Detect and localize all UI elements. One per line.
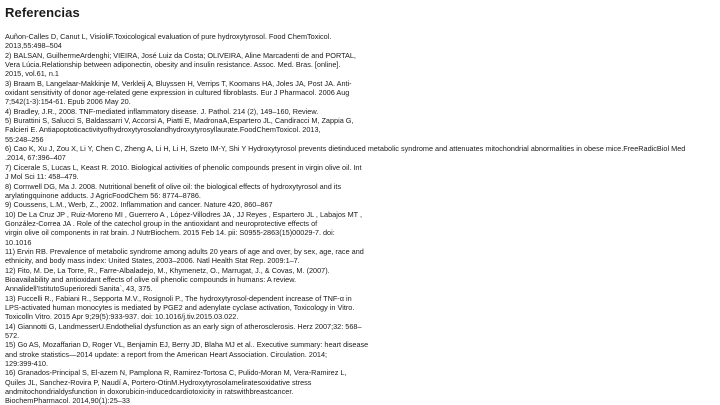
reference-line: BiochemPharmacol. 2014,90(1):25–33 <box>5 396 130 405</box>
reference-line: 55:248–256 <box>5 134 44 144</box>
reference-line: arylatingquinone adducts. J AgricFoodChem 56: 8774–8786. <box>5 190 201 200</box>
reference-line: Quiles JL, Sanchez-Rovira P, Naudí A, Portero-OtinM.Hydroxytyrosolameliratesoxidative stress <box>5 377 312 387</box>
reference-line: 14) Giannotti G, LandmesserU.Endothelial dysfunction as an early sign of atherosclerosis. Herz 2007;32: 568– <box>5 321 362 331</box>
reference-line: 9) Coussens, L.M., Werb, Z., 2002. Inflammation and cancer. Nature 420, 860–867 <box>5 200 273 210</box>
reference-line: 12) Fito, M. De, La Torre, R., Farre-Albaladejo, M., Khymenetz, O., Marrugat, J., & Covas, M. (2007). <box>5 265 330 275</box>
reference-line: Bioavailability and antioxidant effects of olive oil phenolic compounds in humans: A review. <box>5 274 297 284</box>
reference-line: 6) Cao K, Xu J, Zou X, Li Y, Chen C, Zheng A, Li H, Li H, Szeto IM-Y, Shi Y Hydroxytyrosol prevents dietinduced metabolic syndrome and attenuates mitochondrial abnormalities in obese mice.FreeRadicBiol Med <box>5 144 686 154</box>
reference-line: 129:399-410. <box>5 359 49 369</box>
reference-line: 10.1016 <box>5 237 32 247</box>
reference-line: 2013,55:498–504 <box>5 41 62 51</box>
reference-line: 5) Burattini S, Salucci S, Baldassarri V, Accorsi A, Piatti E, MadronaA,Espartero JL, Candiracci M, Zappia G, <box>5 116 354 126</box>
reference-line: .2014, 67:396–407 <box>5 153 66 163</box>
reference-line: González-Correa JA . Role of the catechol group in the antioxidant and neuroprotective effects of <box>5 218 318 228</box>
reference-line: andmitochondrialdysfunction in doxorubicin-inducedcardiotoxicity in ratswithbreastcancer. <box>5 387 294 397</box>
reference-line: virgin olive oil components in rat brain. J NutrBiochem. 2015 Feb 14. pii: S0955-2863(15)00029-7. doi: <box>5 228 335 238</box>
reference-line: Annalidell'IstitutoSuperioredi Sanita`, 43, 375. <box>5 284 153 294</box>
reference-line: oxidant sensitivity of donor age-related gene expression in cultured fibroblasts. Eur J Pharmacol. 2006 Aug <box>5 88 350 98</box>
reference-line: and stroke statistics—2014 update: a report from the American Heart Association. Circulation. 2014; <box>5 349 328 359</box>
reference-line: 11) Ervin RB. Prevalence of metabolic syndrome among adults 20 years of age and over, by sex, age, race and <box>5 246 364 256</box>
reference-line: Auñon-Calles D, Canut L, VisioliF.Toxicological evaluation of pure hydroxytyrosol. Food ChemToxicol. <box>5 32 332 41</box>
page-title: Referencias <box>5 5 80 20</box>
reference-line: 572. <box>5 331 20 340</box>
reference-line: 8) Cornwell DG, Ma J. 2008. Nutritional benefit of olive oil: the biological effects of hydroxytyrosol and its <box>5 181 342 191</box>
reference-line: 7;542(1-3):154-61. Epub 2006 May 20. <box>5 97 131 107</box>
reference-line: ethnicity, and body mass index: United States, 2003–2006. Natl Health Stat Rep. 2009:1–7. <box>5 256 300 266</box>
reference-line: LPS-activated human monocytes is mediated by PGE2 and adenylate cyclase activation, Toxicology in Vitro. <box>5 302 355 312</box>
reference-line: 2015, vol.61, n.1 <box>5 69 59 79</box>
reference-line: J Mol Sci 11: 458–479. <box>5 172 79 182</box>
reference-line: 2) BALSAN, GuilhermeArdenghi; VIEIRA, José Luiz da Costa; OLIVEIRA, Aline Marcadenti de and PORTAL, <box>5 50 356 60</box>
reference-line: Toxicolln Vitro. 2015 Apr 9;29(5):933-937. doi: 10.1016/j.tiv.2015.03.022. <box>5 312 239 322</box>
reference-line: Falcieri E. Antiapoptoticactivityofhydroxytyrosolandhydroxytyrosyllaurate.FoodChemToxicol. 2013, <box>5 125 321 135</box>
reference-line: 3) Braam B, Langelaar-Makkinje M, Verkleij A, Bluyssen H, Verrips T, Koomans HA, Joles JA, Post JA. Anti- <box>5 78 352 88</box>
reference-line: 7) Cicerale S, Lucas L, Keast R. 2010. Biological activities of phenolic compounds present in virgin olive oil. Int <box>5 162 362 172</box>
reference-line: 16) Granados-Principal S, El-azem N, Pamplona R, Ramirez-Tortosa C, Pulido-Moran M, Vera-Ramirez L, <box>5 368 347 378</box>
reference-line: 13) Fuccelli R., Fabiani R., Sepporta M.V., Rosignoli P., The hydroxytyrosol-dependent increase of TNF-α in <box>5 293 352 303</box>
reference-line: 15) Go AS, Mozaffarian D, Roger VL, Benjamin EJ, Berry JD, Blaha MJ et al.. Executive summary: heart disease <box>5 340 369 350</box>
reference-line: 4) Bradley, J.R., 2008. TNF-mediated inflammatory disease. J. Pathol. 214 (2), 149–160, Review. <box>5 106 319 116</box>
reference-line: Vera Lúcia.Relationship between adiponectin, obesity and insulin resistance. Assoc. Med. Bras. [online]. <box>5 60 341 70</box>
reference-list <box>5 32 712 405</box>
reference-line: 10) De La Cruz JP , Ruiz-Moreno MI , Guerrero A , López-Villodres JA , JJ Reyes , Espartero JL , Labajos MT , <box>5 209 363 219</box>
